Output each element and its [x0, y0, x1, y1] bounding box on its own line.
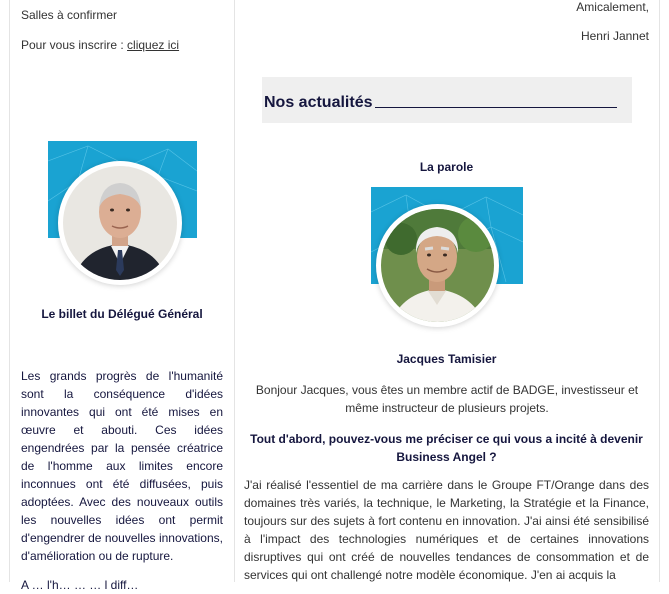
closing-text: Amicalement, — [576, 0, 649, 14]
intro-text: Bonjour Jacques, vous êtes un membre actif de BADGE, investisseur et même instructeur de plusieurs projets. — [255, 383, 639, 415]
right-column — [234, 0, 660, 582]
signature-text: Henri Jannet — [580, 29, 649, 43]
delegue-general-portrait-icon — [63, 166, 177, 280]
register-prefix: Pour vous inscrire : — [21, 38, 128, 52]
register-link[interactable]: cliquez ici — [127, 38, 180, 52]
person-name: Jacques Tamisier — [396, 352, 497, 366]
section-title-rule — [375, 107, 617, 108]
left-column — [9, 0, 235, 592]
billet-title: Le billet du Délégué Général — [41, 307, 203, 321]
question-text: Tout d'abord, pouvez-vous me préciser ce qui vous a incité à devenir Business Angel ? — [250, 432, 643, 464]
answer-text: J'ai réalisé l'essentiel de ma carrière dans le Groupe FT/Orange dans des domaines très variés, la technique, le Marketing, la Stratégie et la Finance, toujours sur des sujets à fort contenu en innovation. J'ai ainsi été sensibilisé à l'impact des technologies numériques et de certaines innovations disruptives qui ont créé de nouvelles tendances de consommation et de services qui ont challengé notre modèle économique. J'en ai acquis la — [244, 478, 649, 582]
jacques-portrait — [381, 209, 494, 322]
rooms-text: Salles à confirmer — [21, 8, 118, 22]
billet-paragraph: Les grands progrès de l'humanité sont la conséquence d'idées innovantes qui ont été mises en œuvre et abouti. Ces idées engendrées par la pensée créatrice de l'homme aux limites encore inconnues ont été diffusées, puis adoptées. Avec des nouveaux outils les nouvelles idées ont permit d'engendrer de nouvelles innovations, d'amélioration ou de rupture. — [21, 369, 223, 563]
register-line — [21, 36, 179, 54]
delegue-portrait — [63, 166, 177, 280]
jacques-tamisier-portrait-icon — [381, 209, 494, 322]
section-header — [262, 77, 632, 123]
section-title: Nos actualités — [264, 94, 373, 111]
billet-next-fragment: A … l'h… … … l diff… — [21, 578, 139, 592]
parole-label: La parole — [419, 160, 474, 174]
